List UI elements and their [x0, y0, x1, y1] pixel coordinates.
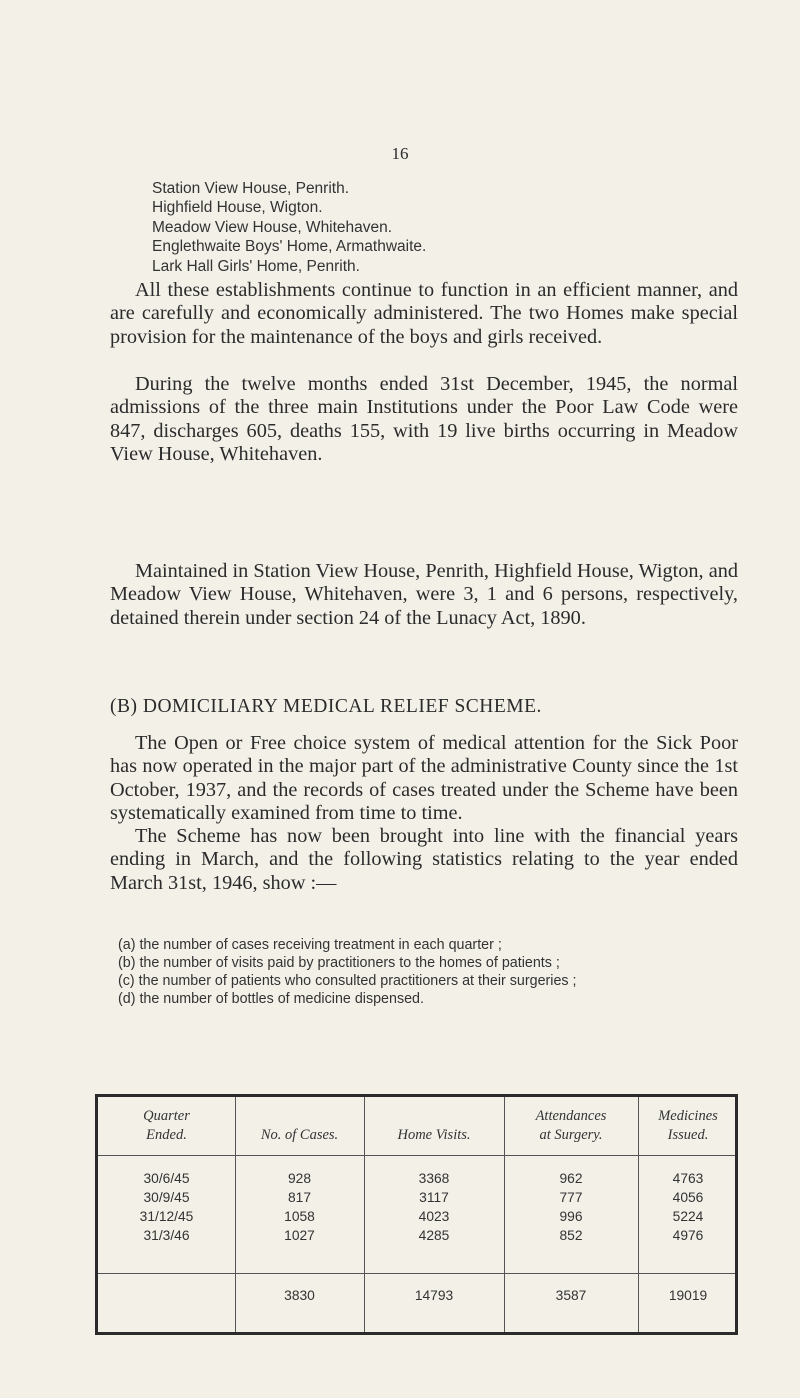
header-line: Home Visits. [397, 1127, 471, 1143]
table-cell: 996 [559, 1209, 583, 1224]
table-cell: 962 [559, 1171, 583, 1186]
total-cell: 19019 [668, 1288, 708, 1303]
total-cell: 14793 [414, 1288, 454, 1303]
header-medicines [638, 1107, 738, 1145]
header-line: Attendances [535, 1108, 607, 1124]
header-quarter-ended [98, 1107, 235, 1145]
paragraph-admissions: During the twelve months ended 31st December, 1945, the normal admissions of the three main Institutions under the Poor Law Code were 847, discharges 605, deaths 155, with 19 live births occurring in Meadow View House, Whitehaven. [110, 373, 738, 465]
table-cell: 817 [287, 1190, 312, 1205]
table-cell: 1027 [284, 1228, 315, 1243]
section-heading: (B) DOMICILIARY MEDICAL RELIEF SCHEME. [110, 696, 542, 717]
totals-divider [98, 1273, 735, 1274]
list-item: (d) the number of bottles of medicine dispensed. [118, 991, 424, 1008]
header-divider [98, 1155, 735, 1156]
header-line: Medicines [658, 1108, 718, 1124]
table-cell: 928 [287, 1171, 312, 1186]
table-cell: 3117 [419, 1190, 449, 1205]
paragraph-scheme: The Open or Free choice system of medical attention for the Sick Poor has now operated in the major part of the administrative County since the 1st October, 1937, and the records of cases treated under the Scheme have been systematically examined from time to time. [110, 732, 738, 824]
header-line: Issued. [667, 1127, 709, 1143]
table-cell: 1058 [284, 1209, 315, 1224]
header-line: at Surgery. [539, 1127, 603, 1143]
header-no-of-cases [235, 1126, 364, 1145]
establishment-item: Lark Hall Girls' Home, Penrith. [152, 257, 360, 275]
table-cell: 30/6/45 [143, 1171, 190, 1186]
establishment-list [152, 179, 426, 276]
header-line: Quarter [143, 1108, 190, 1124]
table-cell: 852 [559, 1228, 583, 1243]
header-line: No. of Cases. [260, 1127, 339, 1143]
list-item: (a) the number of cases receiving treatment in each quarter ; [118, 937, 502, 953]
paragraph-statistics: The Scheme has now been brought into line with the financial years ending in March, and the following statistics relating to the year ended March 31st, 1946, show :— [110, 825, 738, 894]
table-cell: 31/3/46 [143, 1228, 190, 1243]
paragraph-administration: All these establishments continue to function in an efficient manner, and are carefully and economically administered. The two Homes make special provision for the maintenance of the boys and girls received. [110, 279, 738, 348]
total-cell: 3587 [555, 1288, 587, 1303]
header-home-visits [364, 1126, 504, 1145]
table-cell: 4285 [418, 1228, 450, 1243]
table-cell: 30/9/45 [143, 1190, 190, 1205]
establishment-item: Englethwaite Boys' Home, Armathwaite. [152, 238, 427, 256]
establishment-item: Highfield House, Wigton. [152, 199, 323, 217]
list-item: (b) the number of visits paid by practitioners to the homes of patients ; [118, 955, 560, 972]
header-attendances [504, 1107, 638, 1145]
table-cell: 4023 [418, 1209, 450, 1224]
list-item: (c) the number of patients who consulted practitioners at their surgeries ; [118, 973, 577, 990]
table-cell: 777 [559, 1190, 583, 1205]
table-cell: 5224 [672, 1209, 704, 1224]
establishment-item: Station View House, Penrith. [152, 180, 350, 197]
paragraph-lunacy: Maintained in Station View House, Penrith, Highfield House, Wigton, and Meadow View House, Whitehaven, were 3, 1 and 6 persons, respectively, detained therein under section 24 of the Lunacy Act, 1890. [110, 560, 738, 629]
header-line: Ended. [146, 1127, 187, 1143]
statistics-table [95, 1094, 738, 1335]
table-cell: 4763 [672, 1171, 704, 1186]
table-cell: 4056 [672, 1190, 704, 1205]
total-cell: 3830 [284, 1288, 315, 1303]
table-cell: 31/12/45 [139, 1209, 194, 1224]
establishment-item: Meadow View House, Whitehaven. [152, 218, 393, 236]
table-cell: 3368 [418, 1171, 450, 1186]
page-number: 16 [391, 144, 409, 163]
table-cell: 4976 [672, 1228, 704, 1243]
statistics-list [118, 936, 742, 1008]
